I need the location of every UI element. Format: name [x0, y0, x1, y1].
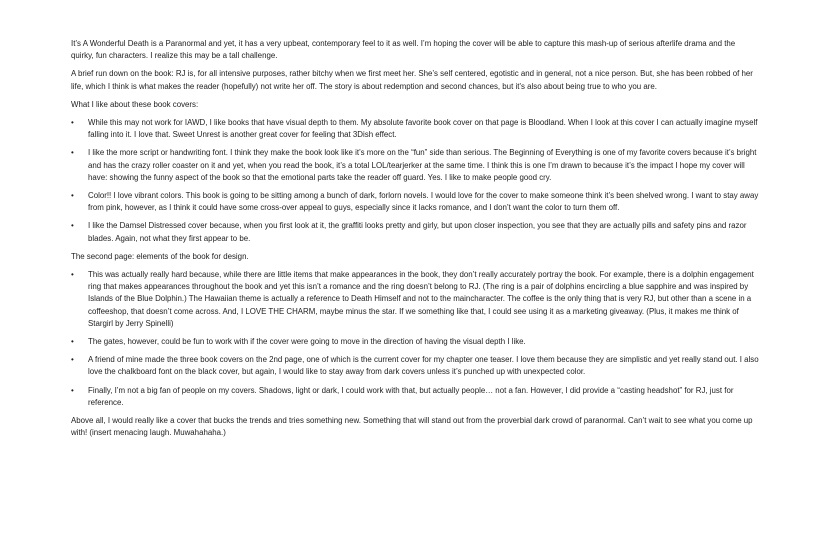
section-heading-elements: The second page: elements of the book for design.: [71, 251, 249, 261]
bullet-icon: •: [71, 385, 74, 395]
list-item: [71, 354, 760, 378]
list-item: [71, 269, 760, 330]
list-item-text: Color!! I love vibrant colors. This book is going to be sitting among a bunch of dark, forlorn novels. I would love for the cover to make someone think it’s been shelved wrong. I want to stay away from pink, however, as I think it could have some cross-over appeal to guys, especially since it lacks romance, and I don’t want the color to turn them off.: [88, 191, 759, 213]
bullet-icon: •: [71, 118, 74, 128]
section-heading-likes: What I like about these book covers:: [71, 99, 199, 109]
list-item-text: This was actually really hard because, while there are little items that make appearances in the book, they don’t really accurately portray the book. For example, there is a dolphin engagement ring that makes appearances throughout the book and yet this isn’t a romance and the ring doesn’t belong to RJ. (The ring is a pair of dolphins encircling a blue sapphire and was inspired by Islands of the Blue Dolphin.) The Hawaiian theme is actually a reference to Death Himself and not to the maincharacter. The coffee is the only thing that is very RJ, but other than a scene in a coffeeshop, that doesn’t come across. And, I LOVE THE CHARM, maybe minus the star. If we something like that, I could see using it as a marketing giveaway. (Plus, it makes me think of Stargirl by Jerry Spinelli): [88, 270, 754, 328]
list-item-text: Finally, I’m not a big fan of people on my covers. Shadows, light or dark, I could work with that, but actually people… not a fan. However, I did provide a “casting headshot” for RJ, just for reference.: [88, 385, 734, 407]
list-item: [71, 190, 760, 214]
list-item: [71, 117, 760, 141]
elements-list: [71, 269, 760, 409]
bullet-icon: •: [71, 148, 74, 158]
summary-paragraph: A brief run down on the book: RJ is, for all intensive purposes, rather bitchy when we first meet her. She’s self centered, egotistic and in general, not a nice person. But, she has been robbed of her life, which I think is what makes the reader (hopefully) not write her off. The story is about redemption and second chances, but it’s also about being true to who you are.: [71, 69, 753, 91]
bullet-icon: •: [71, 221, 74, 231]
list-item: [71, 385, 760, 409]
list-item: [71, 220, 760, 244]
list-item-text: I like the Damsel Distressed cover because, when you first look at it, the graffiti looks pretty and girly, but upon closer inspection, you see that they are actually pills and safety pins and razor blades. Again, not what they first appear to be.: [88, 221, 747, 243]
list-item: [71, 147, 760, 184]
likes-list: [71, 117, 760, 245]
bullet-icon: •: [71, 355, 74, 365]
list-item-text: While this may not work for IAWD, I like books that have visual depth to them. My absolute favorite book cover on that page is Bloodland. When I look at this cover I can actually imagine myself falling into it. I love that. Sweet Unrest is another great cover for feeling that 3Dish effect.: [88, 118, 758, 140]
list-item-text: I like the more script or handwriting font. I think they make the book look like it’s more on the “fun” side than serious. The Beginning of Everything is one of my favorite covers because it’s bright and has the crazy roller coaster on it and yet, when you read the book, it’s a total LOL/tearjerker at the same time. I think this is one I’m drawn to because it’s the impact I hope my cover will have: showing the funny aspect of the book so that the emotional parts take the reader off guard. Yes. I like to make people good cry.: [88, 148, 757, 182]
intro-paragraph: It’s A Wonderful Death is a Paranormal and yet, it has a very upbeat, contemporary feel to it as well. I’m hoping the cover will be able to capture this mash-up of serious afterlife drama and the quirky, fun characters. I realize this may be a tall challenge.: [71, 39, 736, 61]
bullet-icon: •: [71, 337, 74, 347]
bullet-icon: •: [71, 270, 74, 280]
closing-paragraph: Above all, I would really like a cover that bucks the trends and tries something new. Something that will stand out from the proverbial dark crowd of paranormal. Can’t wait to see what you come up with! (insert menacing laugh. Muwahahaha.): [71, 416, 753, 438]
bullet-icon: •: [71, 191, 74, 201]
list-item: [71, 336, 760, 348]
list-item-text: The gates, however, could be fun to work with if the cover were going to move in the direction of having the visual depth I like.: [88, 337, 526, 347]
list-item-text: A friend of mine made the three book covers on the 2nd page, one of which is the current cover for my chapter one teaser. I love them because they are simplistic and yet really stand out. I also love the chalkboard font on the black cover, but again, I would like to stay away from dark covers unless it’s punched up with unexpected color.: [88, 355, 759, 377]
